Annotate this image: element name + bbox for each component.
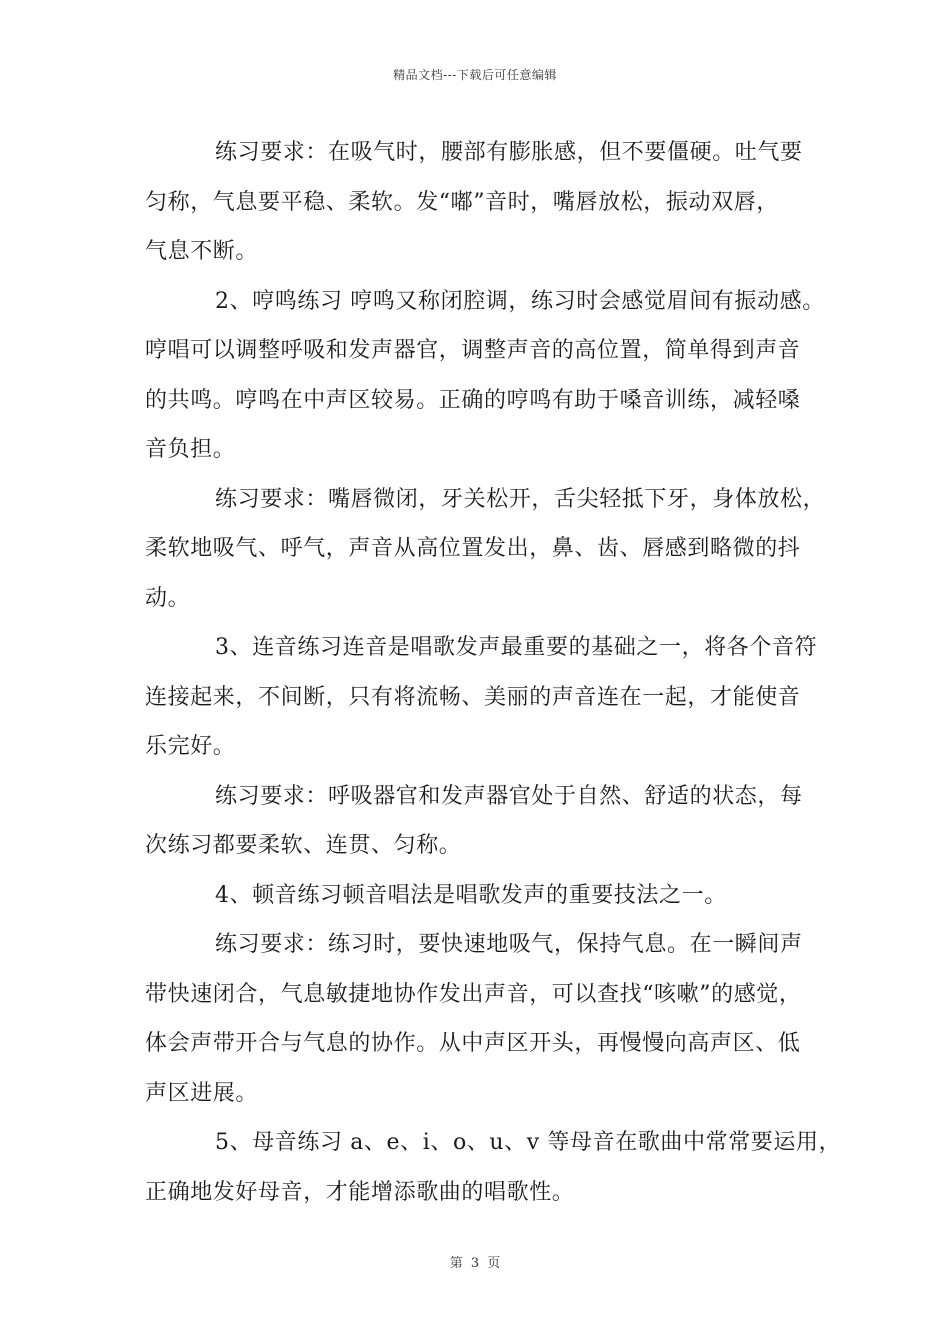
paragraph-line: 练习要求：呼吸器官和发声器官处于自然、舒适的状态，每 [215,783,803,809]
paragraph-line: 带快速闭合，气息敏捷地协作发出声音，可以查找“咳嗽”的感觉， [145,981,802,1007]
paragraph-line: 次练习都要柔软、连贯、匀称。 [145,833,462,858]
paragraph-line: 动。 [145,585,191,611]
page-number: 3 [470,1256,480,1271]
paragraph-line: 4、顿音练习顿音唱法是唱歌发声的重要技法之一。 [215,882,727,908]
page-header: 精品文档---下载后可任意编辑 [393,68,557,82]
paragraph-line: 5、母音练习 a、e、i、o、u、v 等母音在歌曲中常常要运用， [215,1130,842,1155]
paragraph-line: 匀称，气息要平稳、柔软。发“嘟”音时，嘴唇放松，振动双唇， [145,189,779,215]
paragraph-line: 练习要求：嘴唇微闭，牙关松开，舌尖轻抵下牙，身体放松， [215,486,826,512]
page-suffix: 页 [487,1256,501,1271]
paragraph-line: 连接起来，不间断，只有将流畅、美丽的声音连在一起，才能使音 [145,684,801,710]
page-footer [0,1252,950,1271]
paragraph-line: 体会声带开合与气息的协作。从中声区开头，再慢慢向高声区、低 [145,1031,801,1056]
paragraph-line: 乐完好。 [145,734,236,759]
paragraph-line: 3、连音练习连音是唱歌发声最重要的基础之一，将各个音符 [215,635,818,660]
paragraph-line: 柔软地吸气、呼气，声音从高位置发出，鼻、齿、唇感到略微的抖 [145,536,801,561]
paragraph-line: 练习要求：练习时，要快速地吸气，保持气息。在一瞬间声 [215,932,803,957]
paragraph-line: 音负担。 [145,437,236,462]
paragraph-line: 的共鸣。哼鸣在中声区较易。正确的哼鸣有助于嗓音训练，减轻嗓 [145,387,801,413]
paragraph-line: 声区进展。 [145,1080,259,1106]
paragraph-line: 哼唱可以调整呼吸和发声器官，调整声音的高位置，简单得到声音 [145,338,801,363]
paragraph-line: 气息不断。 [145,239,259,264]
page-prefix: 第 [449,1256,463,1271]
paragraph-line: 2、哼鸣练习 哼鸣又称闭腔调，练习时会感觉眉间有振动感。 [215,288,825,314]
paragraph-line: 正确地发好母音，才能增添歌曲的唱歌性。 [145,1179,575,1205]
document-body [145,128,842,1217]
paragraph-line: 练习要求：在吸气时，腰部有膨胀感，但不要僵硬。吐气要 [215,140,803,165]
